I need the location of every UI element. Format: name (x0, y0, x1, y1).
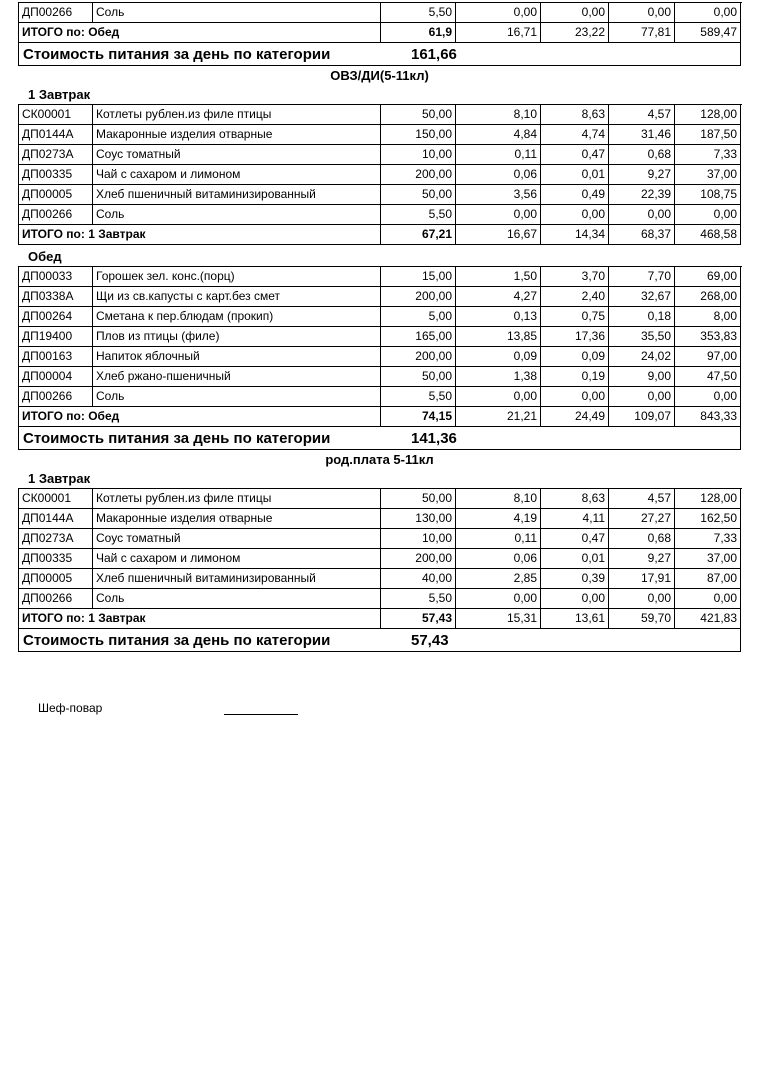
dish-value: 0,00 (541, 387, 609, 407)
total-value: 67,21 (381, 225, 456, 245)
dish-value: 200,00 (381, 347, 456, 367)
day-cost-row (19, 629, 741, 652)
dish-value: 0,00 (456, 205, 541, 225)
dish-value: 5,50 (381, 387, 456, 407)
total-row (19, 609, 742, 629)
dish-value: 0,00 (541, 3, 609, 23)
dish-value: 0,00 (456, 387, 541, 407)
total-value: 421,83 (675, 609, 741, 629)
dish-value: 0,00 (609, 3, 675, 23)
dish-value: 200,00 (381, 287, 456, 307)
category-title: род.плата 5-11кл (325, 452, 434, 467)
dish-value: 0,18 (609, 307, 675, 327)
dish-name: Макаронные изделия отварные (93, 125, 381, 145)
dish-value: 9,27 (609, 165, 675, 185)
dish-value: 22,39 (609, 185, 675, 205)
chef-label: Шеф-повар (38, 701, 103, 715)
dish-code: ДП0273А (19, 529, 93, 549)
total-row (19, 407, 742, 427)
dish-value: 0,09 (456, 347, 541, 367)
signature-line (224, 700, 298, 715)
dish-value: 0,01 (541, 549, 609, 569)
dish-name: Соль (93, 205, 381, 225)
dish-value: 4,57 (609, 105, 675, 125)
dish-value: 165,00 (381, 327, 456, 347)
dish-value: 200,00 (381, 165, 456, 185)
meal-title: 1 Завтрак (28, 471, 91, 486)
total-value: 15,31 (456, 609, 541, 629)
dish-value: 35,50 (609, 327, 675, 347)
category-title: ОВЗ/ДИ(5-11кл) (330, 68, 429, 83)
total-value: 23,22 (541, 23, 609, 43)
total-value: 16,71 (456, 23, 541, 43)
dish-value: 0,68 (609, 529, 675, 549)
dish-name: Горошек зел. конс.(порц) (93, 267, 381, 287)
dish-code: ДП00004 (19, 367, 93, 387)
dish-code: ДП00033 (19, 267, 93, 287)
dish-code: ДП00264 (19, 307, 93, 327)
day-cost-label: Стоимость питания за день по категории (23, 45, 331, 63)
total-value: 24,49 (541, 407, 609, 427)
dish-value: 17,36 (541, 327, 609, 347)
dish-code: ДП00266 (19, 387, 93, 407)
dish-value: 0,00 (609, 387, 675, 407)
dish-value: 8,63 (541, 105, 609, 125)
dish-value: 37,00 (675, 165, 741, 185)
dish-value: 1,50 (456, 267, 541, 287)
dish-value: 0,06 (456, 549, 541, 569)
dish-row (19, 549, 742, 569)
total-value: 14,34 (541, 225, 609, 245)
dish-row (19, 387, 742, 407)
total-value: 74,15 (381, 407, 456, 427)
dish-row (19, 509, 742, 529)
total-value: 468,58 (675, 225, 741, 245)
dish-value: 0,11 (456, 145, 541, 165)
dish-row (19, 3, 742, 23)
dish-row (19, 125, 742, 145)
dish-value: 13,85 (456, 327, 541, 347)
dish-value: 0,00 (456, 589, 541, 609)
dish-code: ДП19400 (19, 327, 93, 347)
total-value: 16,67 (456, 225, 541, 245)
dish-value: 108,75 (675, 185, 741, 205)
dish-value: 0,00 (609, 205, 675, 225)
dish-code: СК00001 (19, 105, 93, 125)
dish-name: Хлеб ржано-пшеничный (93, 367, 381, 387)
dish-value: 37,00 (675, 549, 741, 569)
dish-name: Макаронные изделия отварные (93, 509, 381, 529)
report-table (18, 488, 742, 652)
total-value: 61,9 (381, 23, 456, 43)
dish-value: 0,06 (456, 165, 541, 185)
dish-name: Котлеты рублен.из филе птицы (93, 105, 381, 125)
dish-value: 0,00 (609, 589, 675, 609)
dish-value: 31,46 (609, 125, 675, 145)
dish-value: 50,00 (381, 367, 456, 387)
dish-value: 7,33 (675, 529, 741, 549)
dish-row (19, 105, 742, 125)
dish-value: 8,10 (456, 489, 541, 509)
dish-value: 268,00 (675, 287, 741, 307)
dish-value: 5,50 (381, 3, 456, 23)
dish-value: 4,84 (456, 125, 541, 145)
day-cost-row (19, 427, 741, 450)
dish-value: 353,83 (675, 327, 741, 347)
total-value: 21,21 (456, 407, 541, 427)
dish-value: 47,50 (675, 367, 741, 387)
dish-row (19, 589, 742, 609)
dish-code: ДП00005 (19, 185, 93, 205)
dish-value: 9,27 (609, 549, 675, 569)
dish-value: 97,00 (675, 347, 741, 367)
dish-row (19, 267, 742, 287)
dish-value: 0,49 (541, 185, 609, 205)
total-label: ИТОГО по: 1 Завтрак (19, 609, 381, 629)
dish-value: 9,00 (609, 367, 675, 387)
dish-row (19, 347, 742, 367)
dish-row (19, 205, 742, 225)
dish-value: 0,00 (541, 589, 609, 609)
dish-value: 7,70 (609, 267, 675, 287)
dish-code: ДП0144А (19, 509, 93, 529)
dish-value: 0,00 (675, 589, 741, 609)
dish-value: 128,00 (675, 489, 741, 509)
dish-value: 0,19 (541, 367, 609, 387)
dish-value: 187,50 (675, 125, 741, 145)
dish-name: Соус томатный (93, 145, 381, 165)
dish-name: Соль (93, 387, 381, 407)
dish-value: 128,00 (675, 105, 741, 125)
dish-name: Котлеты рублен.из филе птицы (93, 489, 381, 509)
dish-value: 0,00 (541, 205, 609, 225)
total-value: 59,70 (609, 609, 675, 629)
total-value: 57,43 (381, 609, 456, 629)
dish-value: 15,00 (381, 267, 456, 287)
dish-name: Соус томатный (93, 529, 381, 549)
dish-row (19, 489, 742, 509)
dish-name: Чай с сахаром и лимоном (93, 165, 381, 185)
dish-value: 7,33 (675, 145, 741, 165)
dish-value: 0,39 (541, 569, 609, 589)
dish-value: 0,00 (675, 205, 741, 225)
dish-value: 40,00 (381, 569, 456, 589)
total-label: ИТОГО по: Обед (19, 407, 381, 427)
dish-code: ДП0144А (19, 125, 93, 145)
day-cost-label: Стоимость питания за день по категории (23, 429, 331, 447)
dish-value: 130,00 (381, 509, 456, 529)
dish-value: 4,19 (456, 509, 541, 529)
dish-value: 0,00 (675, 3, 741, 23)
dish-value: 87,00 (675, 569, 741, 589)
dish-code: ДП00266 (19, 3, 93, 23)
signature-block (18, 700, 741, 715)
total-value: 13,61 (541, 609, 609, 629)
dish-row (19, 529, 742, 549)
day-cost-label: Стоимость питания за день по категории (23, 631, 331, 649)
dish-value: 17,91 (609, 569, 675, 589)
dish-row (19, 185, 742, 205)
report-table (18, 266, 742, 450)
dish-code: ДП00335 (19, 549, 93, 569)
dish-value: 5,00 (381, 307, 456, 327)
dish-value: 150,00 (381, 125, 456, 145)
total-row (19, 23, 742, 43)
total-value: 77,81 (609, 23, 675, 43)
dish-name: Хлеб пшеничный витаминизированный (93, 185, 381, 205)
dish-value: 24,02 (609, 347, 675, 367)
day-cost-row (19, 43, 741, 66)
total-value: 589,47 (675, 23, 741, 43)
dish-name: Щи из св.капусты с карт.без смет (93, 287, 381, 307)
dish-name: Плов из птицы (филе) (93, 327, 381, 347)
report-table (18, 2, 742, 66)
dish-row (19, 327, 742, 347)
total-value: 843,33 (675, 407, 741, 427)
meal-title: Обед (28, 249, 62, 264)
dish-value: 10,00 (381, 529, 456, 549)
dish-value: 5,50 (381, 205, 456, 225)
report-body (18, 2, 741, 652)
dish-code: ДП0338А (19, 287, 93, 307)
dish-value: 4,27 (456, 287, 541, 307)
dish-value: 0,01 (541, 165, 609, 185)
dish-name: Сметана к пер.блюдам (прокип) (93, 307, 381, 327)
dish-value: 50,00 (381, 105, 456, 125)
dish-value: 0,47 (541, 145, 609, 165)
dish-value: 0,00 (456, 3, 541, 23)
dish-name: Соль (93, 589, 381, 609)
day-cost-value: 141,36 (411, 429, 457, 447)
dish-value: 0,68 (609, 145, 675, 165)
dish-value: 0,11 (456, 529, 541, 549)
dish-value: 4,57 (609, 489, 675, 509)
total-value: 109,07 (609, 407, 675, 427)
dish-name: Соль (93, 3, 381, 23)
dish-value: 27,27 (609, 509, 675, 529)
dish-value: 162,50 (675, 509, 741, 529)
dish-name: Напиток яблочный (93, 347, 381, 367)
dish-value: 2,40 (541, 287, 609, 307)
dish-value: 4,11 (541, 509, 609, 529)
total-label: ИТОГО по: 1 Завтрак (19, 225, 381, 245)
total-row (19, 225, 742, 245)
dish-value: 50,00 (381, 185, 456, 205)
dish-value: 8,00 (675, 307, 741, 327)
dish-name: Хлеб пшеничный витаминизированный (93, 569, 381, 589)
dish-row (19, 145, 742, 165)
dish-code: ДП00335 (19, 165, 93, 185)
meal-title: 1 Завтрак (28, 87, 91, 102)
day-cost-value: 57,43 (411, 631, 449, 649)
total-value: 68,37 (609, 225, 675, 245)
dish-value: 8,10 (456, 105, 541, 125)
dish-value: 0,13 (456, 307, 541, 327)
dish-row (19, 367, 742, 387)
dish-value: 2,85 (456, 569, 541, 589)
dish-value: 0,75 (541, 307, 609, 327)
dish-code: СК00001 (19, 489, 93, 509)
report-table (18, 104, 742, 245)
dish-code: ДП00266 (19, 589, 93, 609)
dish-value: 4,74 (541, 125, 609, 145)
dish-code: ДП00266 (19, 205, 93, 225)
dish-value: 3,70 (541, 267, 609, 287)
dish-code: ДП00005 (19, 569, 93, 589)
dish-code: ДП0273А (19, 145, 93, 165)
total-label: ИТОГО по: Обед (19, 23, 381, 43)
dish-value: 3,56 (456, 185, 541, 205)
dish-value: 0,09 (541, 347, 609, 367)
dish-row (19, 307, 742, 327)
dish-value: 32,67 (609, 287, 675, 307)
dish-value: 200,00 (381, 549, 456, 569)
dish-value: 8,63 (541, 489, 609, 509)
dish-value: 1,38 (456, 367, 541, 387)
day-cost-value: 161,66 (411, 45, 457, 63)
dish-row (19, 569, 742, 589)
dish-row (19, 165, 742, 185)
dish-code: ДП00163 (19, 347, 93, 367)
dish-value: 69,00 (675, 267, 741, 287)
dish-value: 0,00 (675, 387, 741, 407)
dish-value: 5,50 (381, 589, 456, 609)
dish-name: Чай с сахаром и лимоном (93, 549, 381, 569)
dish-value: 50,00 (381, 489, 456, 509)
dish-value: 10,00 (381, 145, 456, 165)
dish-value: 0,47 (541, 529, 609, 549)
dish-row (19, 287, 742, 307)
